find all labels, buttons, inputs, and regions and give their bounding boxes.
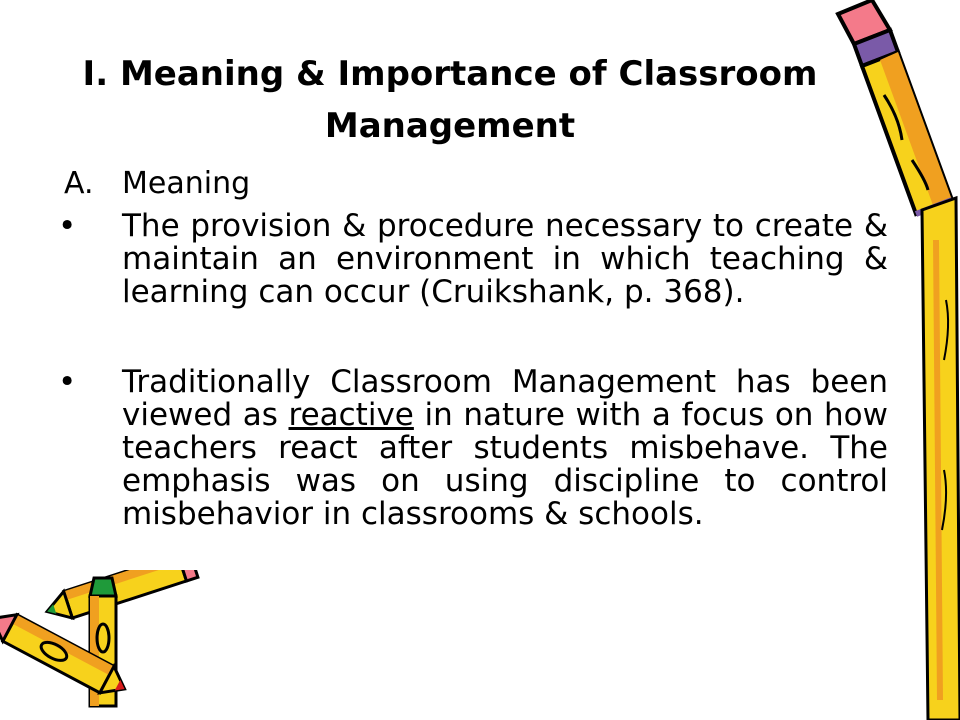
bullet-symbol: • [58, 364, 77, 400]
emphasized-word: reactive [288, 397, 414, 433]
pencils-clipart-icon [0, 570, 200, 720]
bullet-text-end: in nature with a focus on how teachers react after students misbehave. The emphasis was on using discipline to control misbehavior in classrooms & schools. [122, 397, 889, 532]
slide-title [60, 48, 840, 152]
pencil-clipart-icon [820, 0, 960, 720]
bullet-text [122, 366, 888, 531]
bullet-item [58, 366, 888, 531]
slide-title-line-2: Management [324, 106, 576, 146]
section-heading [64, 164, 250, 204]
slide-title-line-1: I. Meaning & Importance of Classroom [82, 54, 818, 94]
bullet-item [58, 210, 888, 309]
bullet-text-start: Traditionally Classroom Management has been viewed as [122, 364, 888, 433]
section-marker: A. [64, 166, 94, 201]
bullet-symbol: • [58, 208, 77, 244]
bullet-text: The provision & procedure necessary to create & maintain an environment in which teaching & learning can occur (Cruikshank, p. 368). [122, 208, 888, 310]
section-label: Meaning [122, 166, 251, 201]
